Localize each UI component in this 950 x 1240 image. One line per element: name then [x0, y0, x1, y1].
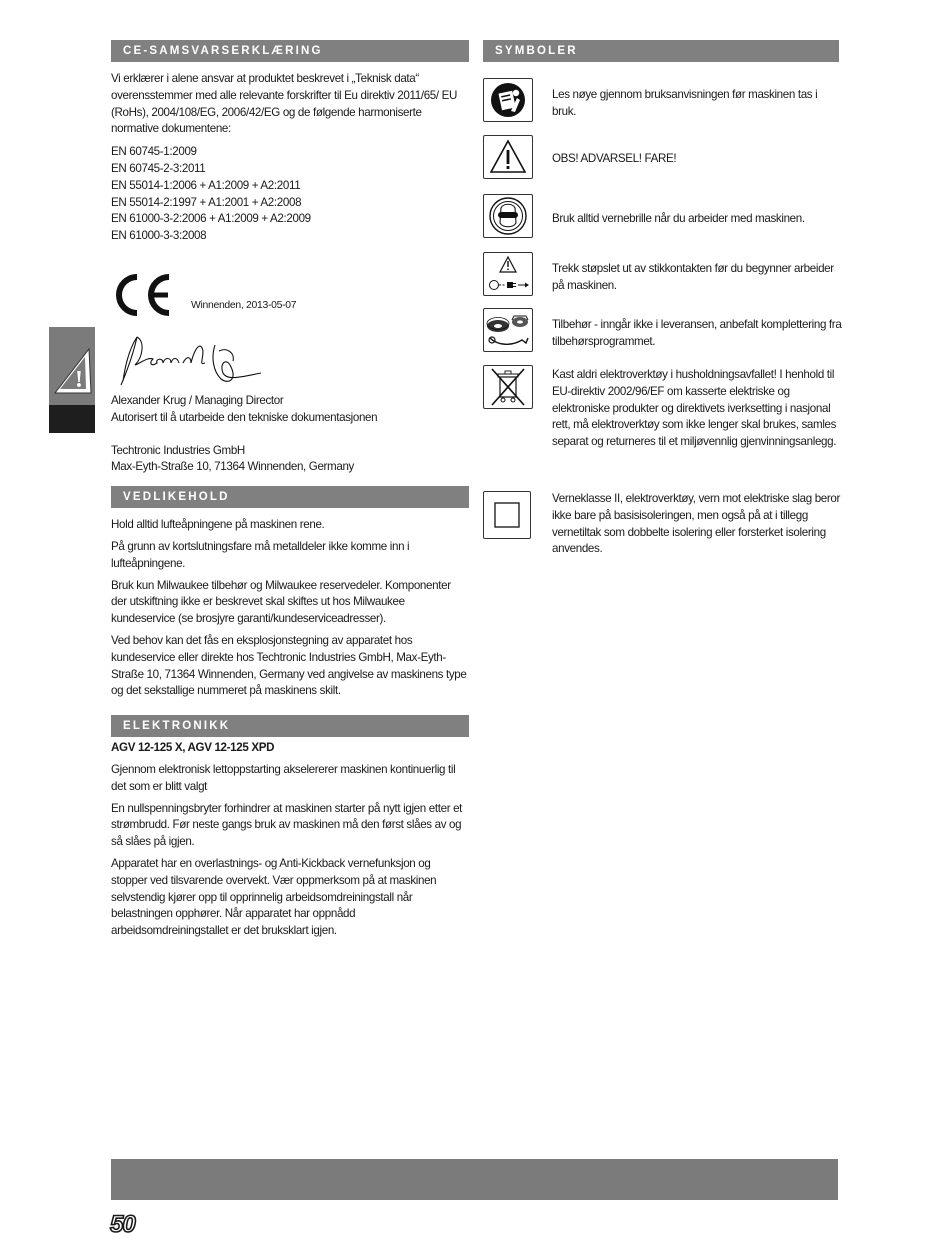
symbols-heading: SYMBOLER	[483, 40, 839, 62]
side-warning-tab	[49, 327, 95, 433]
safety-goggles-icon	[483, 194, 533, 238]
symbol-text: Tilbehør - inngår ikke i leveransen, anbefalt komplettering fra tilbehørsprogrammet.	[552, 318, 842, 348]
weee-bin-icon	[483, 365, 533, 409]
standard-item: EN 61000-3-2:2006 + A1:2009 + A2:2009	[111, 212, 311, 226]
maintenance-paragraph: Hold alltid lufteåpningene på maskinen rene.	[111, 518, 325, 532]
accessory-icon	[483, 308, 533, 352]
maintenance-paragraph: Bruk kun Milwaukee tilbehør og Milwaukee reservedeler. Komponenter der utskiftning ikke er beskrevet skal skiftes ut hos Milwaukee kundeservice (se brosjyre garanti/kundeserviceadresser).	[111, 578, 451, 626]
footer-bar	[111, 1159, 838, 1200]
left-column	[111, 40, 469, 940]
symbol-text: Bruk alltid vernebrille når du arbeider med maskinen.	[552, 212, 805, 225]
electronics-paragraph: Apparatet har en overlastnings- og Anti-Kickback vernefunksjon og stopper ved tilsvarende overvekt. Vær oppmerksom på at maskinen selvstendig kjører opp til opprinnelig arbeidsomdreiningstall når belastningen opphører. Når apparatet har oppnådd arbeidsomdreiningstallet er det bruksklart igjen.	[111, 856, 437, 938]
protection-class-ii-icon	[483, 491, 531, 539]
standard-item: EN 55014-2:1997 + A1:2001 + A2:2008	[111, 195, 302, 209]
right-column	[483, 40, 842, 580]
ce-mark-row	[111, 267, 469, 323]
standard-item: EN 60745-2-3:2011	[111, 161, 206, 175]
maintenance-paragraph: Ved behov kan det fås en eksplosjonstegning av apparatet hos kundeservice eller direkte hos Techtronic Industries GmbH, Max-Eyth-Straße 10, 71364 Winnenden, Germany ved angivelse av maskinens type og det sekstallige nummeret på maskinens skilt.	[111, 633, 467, 698]
electronics-paragraph: Gjennom elektronisk lettoppstarting akselererer maskinen kontinuerlig til det som er blitt valgt	[111, 762, 456, 793]
standard-item: EN 55014-1:2006 + A1:2009 + A2:2011	[111, 178, 301, 192]
svg-text:!: !	[75, 367, 83, 393]
company-name: Techtronic Industries GmbH	[111, 443, 245, 457]
signer-name: Alexander Krug / Managing Director	[111, 393, 284, 407]
electronics-heading: ELEKTRONIKK	[111, 715, 469, 737]
warning-icon	[483, 135, 533, 179]
standards-list	[111, 144, 469, 245]
standard-item: EN 60745-1:2009	[111, 145, 197, 159]
ce-intro: Vi erklærer i alene ansvar at produktet beskrevet i „Teknisk data“ overensstemmer med alle relevante forskrifter til Eu direktiv 2011/65/ EU (RoHs), 2004/108/EG, 2006/42/EG og de følgende harmoniserte normative dokumentene:	[111, 72, 458, 136]
symbol-text: Les nøye gjennom bruksanvisningen før maskinen tas i bruk.	[552, 88, 818, 118]
symbol-text: Verneklasse II, elektroverktøy, vern mot elektriske slag beror ikke bare på basisisoleringen, men også på at i tillegg vernetiltak som dobbelte isolering eller forsterket isolering anvendes.	[552, 492, 841, 556]
ce-heading: CE-SAMSVARSERKLÆRING	[111, 40, 469, 62]
authorized-text: Autorisert til å utarbeide den tekniske dokumentasjonen	[111, 410, 378, 424]
read-manual-icon	[483, 78, 533, 122]
standard-item: EN 61000-3-3:2008	[111, 229, 207, 243]
place-date: Winnenden, 2013-05-07	[191, 299, 297, 311]
signature	[111, 327, 271, 389]
unplug-icon	[483, 252, 533, 296]
page-number: 50	[110, 1211, 135, 1238]
electronics-models: AGV 12-125 X, AGV 12-125 XPD	[111, 741, 275, 755]
symbol-text: Trekk støpslet ut av stikkontakten før du begynner arbeider på maskinen.	[552, 262, 834, 292]
maintenance-paragraph: På grunn av kortslutningsfare må metalldeler ikke komme inn i lufteåpningene.	[111, 539, 410, 570]
electronics-paragraph: En nullspenningsbryter forhindrer at maskinen starter på nytt igjen etter et strømbrudd. Før neste gangs bruk av maskinen må den først slåes av og så slåes på igjen.	[111, 801, 463, 849]
ce-mark-icon	[113, 273, 175, 317]
warning-triangle-icon	[49, 327, 95, 405]
company-address: Max-Eyth-Straße 10, 71364 Winnenden, Germany	[111, 460, 355, 474]
maintenance-heading: VEDLIKEHOLD	[111, 486, 469, 508]
symbol-text: OBS! ADVARSEL! FARE!	[552, 152, 677, 165]
symbol-text: Kast aldri elektroverktøy i husholdningsavfallet! I henhold til EU-direktiv 2002/96/EF om kasserte elektriske og elektroniske produkter og direktivets iverksetting i nasjonal rett, må elektroverktøy som ikke lenger skal brukes, samles separat og returneres til et miljøvennlig gjenvinningsanlegg.	[552, 368, 837, 449]
